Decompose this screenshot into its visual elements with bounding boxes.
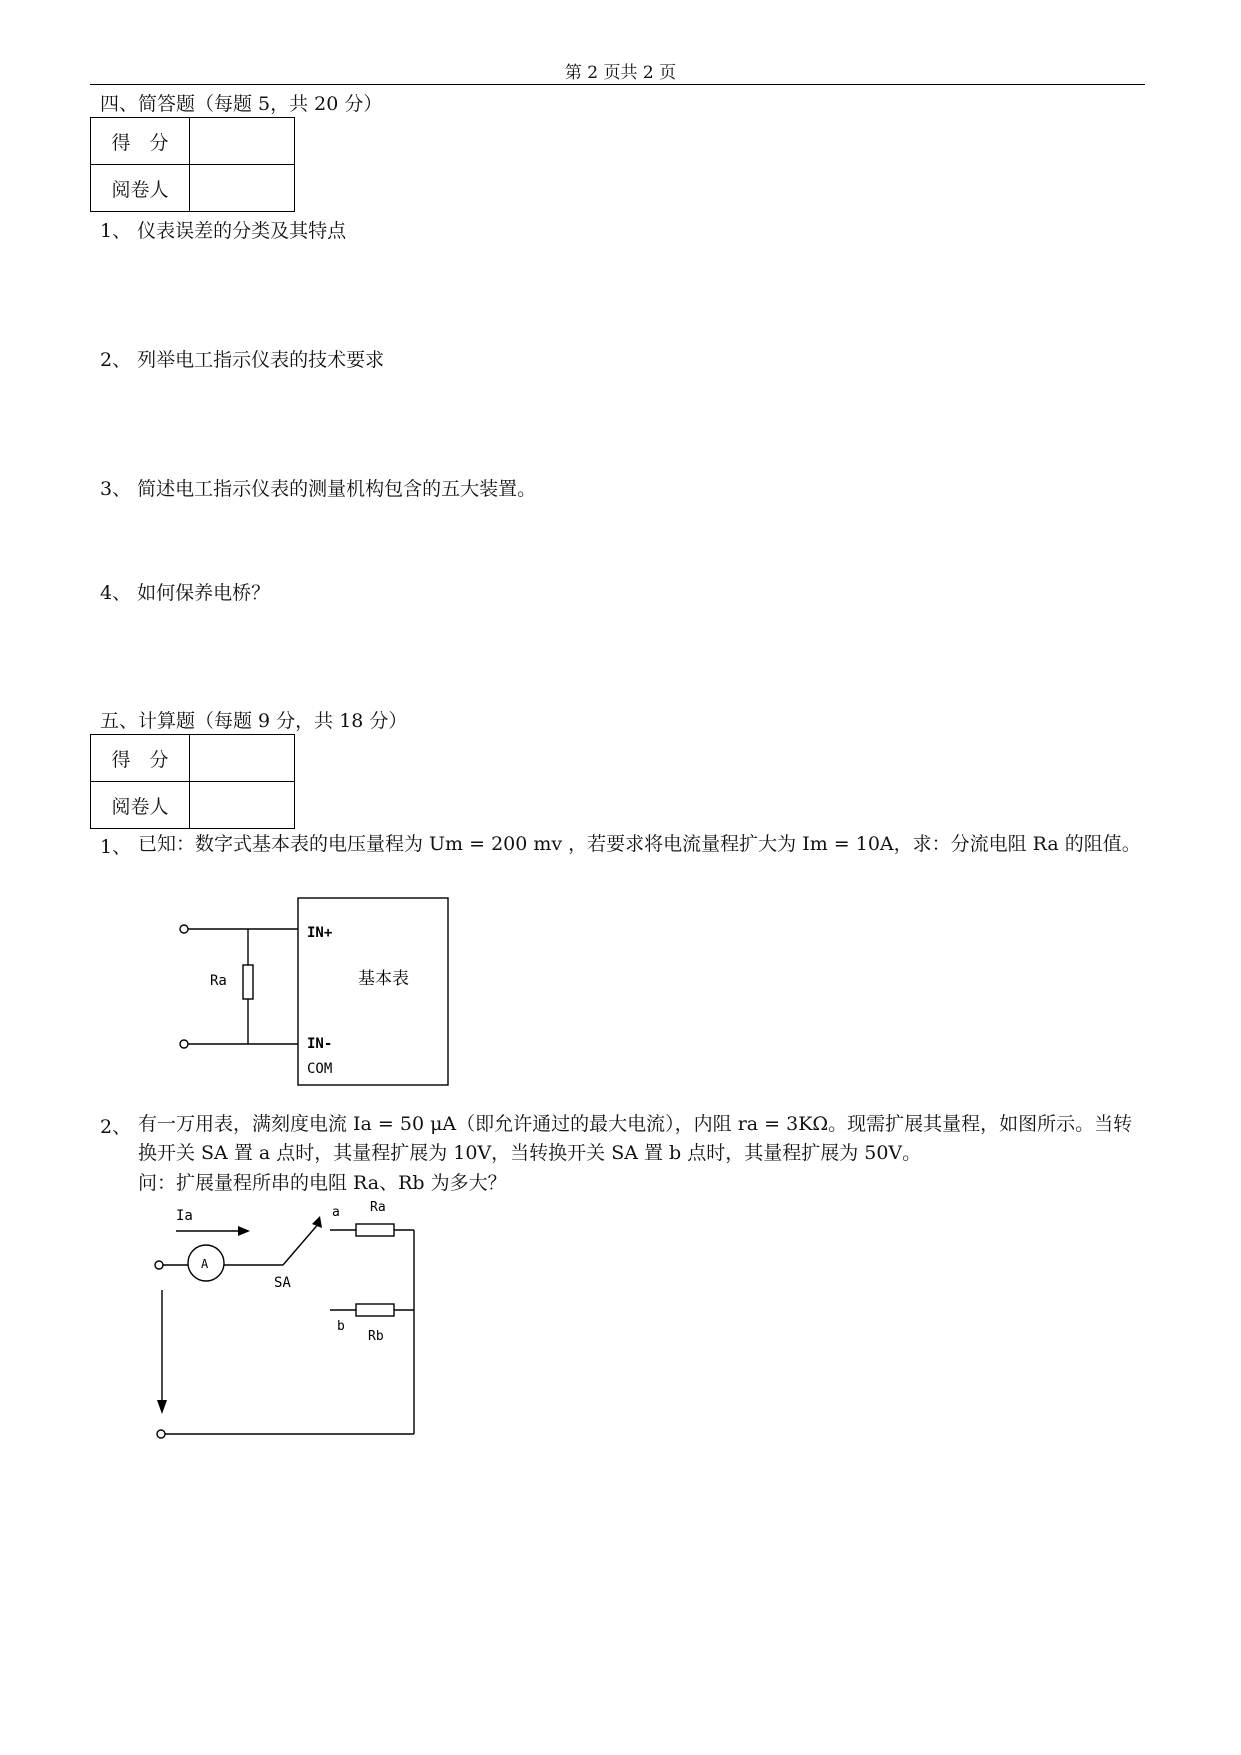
label-ra: Ra	[210, 973, 227, 989]
current-arrowhead	[238, 1226, 250, 1236]
switch-blade	[283, 1222, 320, 1265]
label-rb: Rb	[368, 1329, 384, 1344]
resistor-rb	[356, 1304, 394, 1316]
terminal-input	[155, 1261, 163, 1269]
label-ammeter: A	[201, 1257, 209, 1271]
resistor-ra	[356, 1224, 394, 1236]
resistor-ra	[243, 965, 253, 999]
label-meter: 基本表	[358, 969, 409, 989]
section-4-title: 四、简答题（每题 5，共 20 分）	[100, 93, 383, 115]
label-b: b	[337, 1319, 345, 1334]
label-ra: Ra	[370, 1200, 386, 1215]
label-com: COM	[307, 1061, 333, 1077]
s4-question-4: 4、 如何保养电桥？	[100, 582, 271, 604]
s5-q2-question: 问：扩展量程所串的电阻 Ra、Rb 为多大？	[138, 1172, 507, 1194]
page-number-header: 第 2 页共 2 页	[564, 63, 677, 83]
s4-question-1: 1、 仪表误差的分类及其特点	[100, 220, 347, 242]
s4-question-2: 2、 列举电工指示仪表的技术要求	[100, 349, 385, 371]
s5-q1-text: 已知：数字式基本表的电压量程为 Um = 200 mv ，若要求将电流量程扩大为 Im = 10A，求：分流电阻 Ra 的阻值。	[138, 833, 1141, 855]
s5-q1-number: 1、	[100, 836, 132, 858]
s4-question-3: 3、 简述电工指示仪表的测量机构包含的五大装置。	[100, 478, 537, 500]
label-in-minus: IN-	[307, 1036, 333, 1052]
s5-q2-number: 2、	[100, 1116, 132, 1138]
grader-label: 阅卷人	[91, 782, 190, 829]
s5-q2-text: 有一万用表，满刻度电流 Ia = 50 μA（即允许通过的最大电流），内阻 ra = 3KΩ。现需扩展其量程，如图所示。当转换开关 SA 置 a 点时，其量程扩展为 10V，当转换开关 SA 置 b 点时，其量程扩展为 50V。	[138, 1113, 1133, 1164]
label-in-plus: IN+	[307, 925, 333, 941]
score-label: 得 分	[91, 118, 190, 165]
label-sa: SA	[274, 1275, 291, 1291]
score-label: 得 分	[91, 735, 190, 782]
label-ia: Ia	[176, 1208, 193, 1224]
terminal-top	[180, 925, 188, 933]
grader-label: 阅卷人	[91, 165, 190, 212]
section-5-title: 五、计算题（每题 9 分，共 18 分）	[100, 710, 408, 732]
terminal-output	[157, 1430, 165, 1438]
label-a: a	[332, 1205, 340, 1220]
terminal-bottom	[180, 1040, 188, 1048]
return-arrowhead	[157, 1400, 167, 1414]
